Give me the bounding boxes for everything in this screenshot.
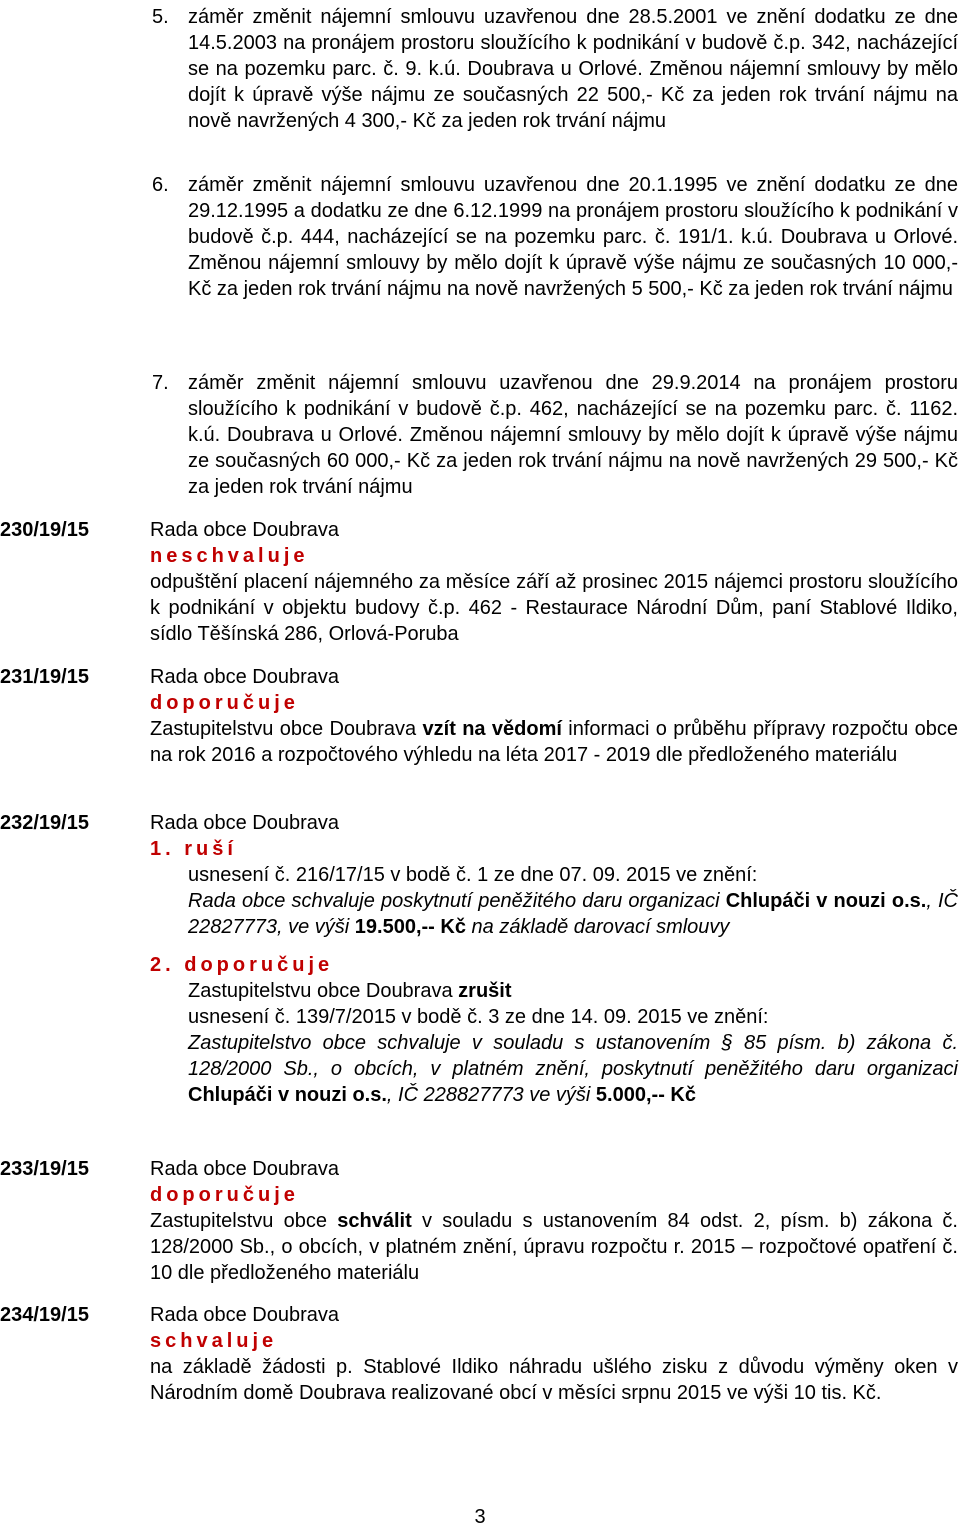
resolution-text bbox=[150, 1208, 958, 1286]
text-run-italic: Zastupitelstvo obce schvaluje v souladu s ustanovením § 85 písm. b) zákona č. 128/2000 Sb., o obcích, v platném znění, poskytnutí peněžitého daru organizaci bbox=[188, 1032, 958, 1080]
text-run: Zastupitelstvu obce Doubrava bbox=[150, 718, 423, 740]
resolution-number: 232/19/15 bbox=[0, 812, 89, 834]
resolution-number: 233/19/15 bbox=[0, 1158, 89, 1180]
resolution-part-2 bbox=[150, 952, 958, 1108]
text-run-italic: Rada obce schvaluje poskytnutí peněžitého daru organizaci bbox=[188, 890, 726, 912]
resolution-233 bbox=[0, 1156, 958, 1286]
list-item-5 bbox=[152, 4, 958, 134]
resolution-part-1 bbox=[150, 836, 958, 940]
text-run-bold: zrušit bbox=[458, 980, 512, 1002]
resolution-line bbox=[188, 978, 958, 1004]
council-name: Rada obce Doubrava bbox=[150, 666, 340, 688]
text-run-italic: , IČ 22827773, ve výši bbox=[188, 890, 958, 938]
text-run-bold: 19.500,-- Kč bbox=[354, 916, 466, 938]
text-run-bold: schválit bbox=[337, 1210, 412, 1232]
resolution-232 bbox=[0, 810, 958, 1108]
resolution-line: usnesení č. 216/17/15 v bodě č. 1 ze dne 07. 09. 2015 ve znění: bbox=[188, 864, 758, 886]
council-name: Rada obce Doubrava bbox=[150, 1304, 340, 1326]
quoted-text bbox=[188, 888, 958, 940]
text-run-bold: 5.000,-- Kč bbox=[595, 1084, 696, 1106]
text-run: informaci o průběhu přípravy rozpočtu obce na rok 2016 a rozpočtového výhledu na léta 2017 - 2019 dle předloženého materiálu bbox=[150, 718, 959, 766]
resolution-text: odpuštění placení nájemného za měsíce září až prosinec 2015 nájemci prostoru sloužícího k podnikání v objektu budovy č.p. 462 - Restaurace Národní Dům, paní Stablové Ildiko, sídlo Těšínská 286, Orlová-Poruba bbox=[150, 571, 958, 645]
resolution-verb: 1. ruší bbox=[150, 838, 237, 860]
text-run: v souladu s ustanovením 84 odst. 2, písm. b) zákona č. 128/2000 Sb., o obcích, v platném znění, úpravu rozpočtu r. 2015 – rozpočtové opatření č. 10 dle předloženého materiálu bbox=[150, 1210, 958, 1284]
text-run-italic: , IČ 228827773 ve výši bbox=[386, 1084, 596, 1106]
resolution-231 bbox=[0, 664, 958, 768]
council-name: Rada obce Doubrava bbox=[150, 519, 340, 541]
page-number: 3 bbox=[474, 1506, 486, 1528]
list-item-7 bbox=[152, 370, 958, 500]
list-item-6 bbox=[152, 172, 958, 302]
resolution-verb: schvaluje bbox=[150, 1330, 278, 1352]
resolution-line: usnesení č. 139/7/2015 v bodě č. 3 ze dne 14. 09. 2015 ve znění: bbox=[188, 1006, 769, 1028]
quoted-text bbox=[188, 1030, 958, 1108]
list-item-text: záměr změnit nájemní smlouvu uzavřenou dne 29.9.2014 na pronájem prostoru sloužícího k podnikání v budově č.p. 462, nacházející se na pozemku parc. č. 1162. k.ú. Doubrava u Orlové. Změnou nájemní smlouvy by mělo dojít k úpravě výše nájmu ze současných 60 000,- Kč za jeden rok trvání nájmu na nově navržených 29 500,- Kč za jeden rok trvání nájmu bbox=[188, 372, 958, 498]
list-item-number: 6. bbox=[152, 174, 169, 196]
resolution-text: na základě žádosti p. Stablové Ildiko náhradu ušlého zisku z důvodu výměny oken v Národním domě Doubrava realizované obcí v měsíci srpnu 2015 ve výši 10 tis. Kč. bbox=[150, 1356, 958, 1404]
resolution-verb: doporučuje bbox=[150, 692, 299, 714]
text-run-bold: vzít na vědomí bbox=[422, 718, 562, 740]
resolution-230 bbox=[0, 517, 958, 647]
text-run-italic: na základě darovací smlouvy bbox=[465, 916, 730, 938]
text-run: Zastupitelstvu obce Doubrava bbox=[188, 980, 459, 1002]
text-run: Zastupitelstvu obce bbox=[150, 1210, 338, 1232]
resolution-number: 231/19/15 bbox=[0, 666, 89, 688]
resolution-number: 234/19/15 bbox=[0, 1304, 89, 1326]
council-name: Rada obce Doubrava bbox=[150, 1158, 340, 1180]
resolution-number: 230/19/15 bbox=[0, 519, 89, 541]
list-item-number: 5. bbox=[152, 6, 169, 28]
list-item-text: záměr změnit nájemní smlouvu uzavřenou dne 28.5.2001 ve znění dodatku ze dne 14.5.2003 na pronájem prostoru sloužícího k podnikání v budově č.p. 342, nacházející se na pozemku parc. č. 9. k.ú. Doubrava u Orlové. Změnou nájemní smlouvy by mělo dojít k úpravě výše nájmu ze současných 22 500,- Kč za jeden rok trvání nájmu na nově navržených 4 300,- Kč za jeden rok trvání nájmu bbox=[188, 6, 958, 132]
text-run-bold: Chlupáči v nouzi o.s. bbox=[188, 1084, 387, 1106]
text-run-bold: Chlupáči v nouzi o.s. bbox=[725, 890, 927, 912]
resolution-text bbox=[150, 716, 958, 768]
resolution-234 bbox=[0, 1302, 958, 1406]
resolution-verb: 2. doporučuje bbox=[150, 954, 334, 976]
list-item-text: záměr změnit nájemní smlouvu uzavřenou dne 20.1.1995 ve znění dodatku ze dne 29.12.1995 a dodatku ze dne 6.12.1999 na pronájem prostoru sloužícího k podnikání v budově č.p. 444, nacházející se na pozemku parc. č. 191/1. k.ú. Doubrava u Orlové. Změnou nájemní smlouvy by mělo dojít k úpravě výše nájmu ze současných 10 000,- Kč za jeden rok trvání nájmu na nově navržených 5 500,- Kč za jeden rok trvání nájmu bbox=[188, 174, 958, 300]
resolution-verb: neschvaluje bbox=[150, 545, 309, 567]
list-item-number: 7. bbox=[152, 372, 169, 394]
resolution-verb: doporučuje bbox=[150, 1184, 299, 1206]
council-name: Rada obce Doubrava bbox=[150, 812, 340, 834]
